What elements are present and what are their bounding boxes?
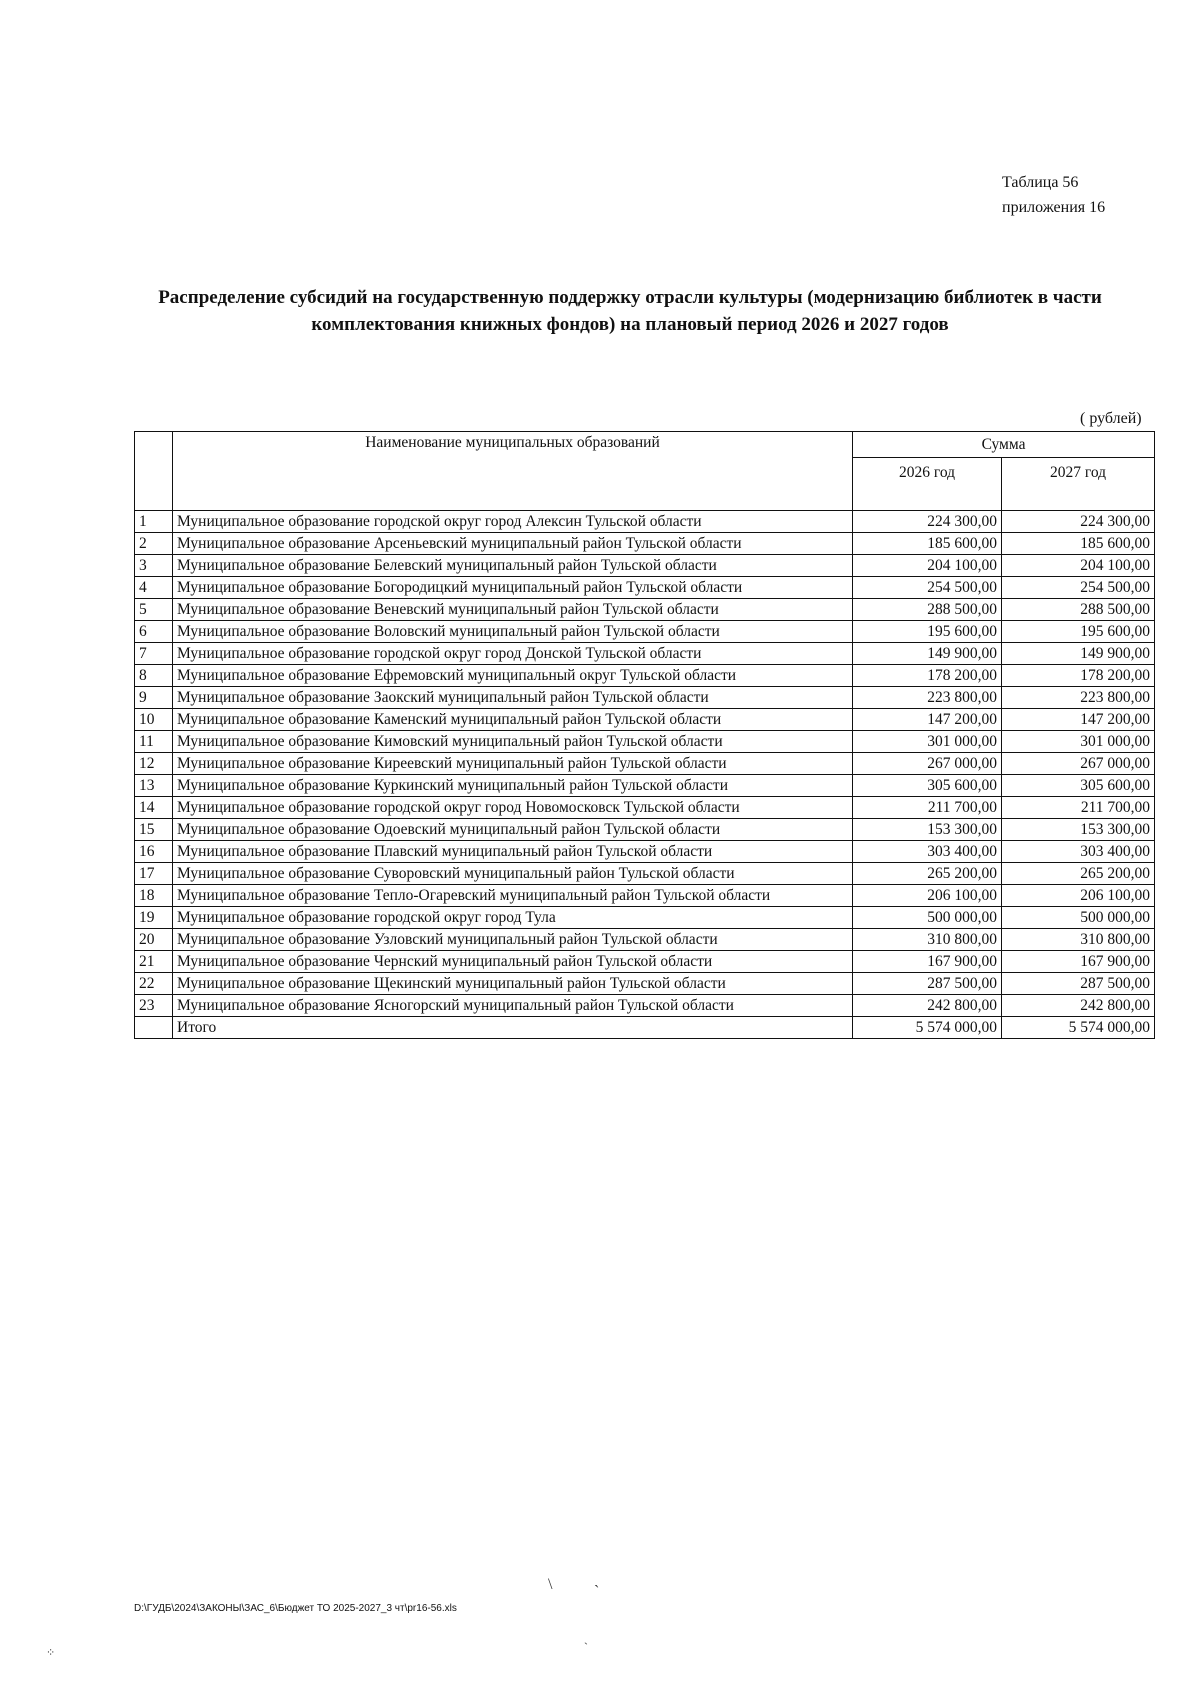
table-row [135, 555, 1155, 577]
row-number: 16 [135, 841, 173, 863]
row-number: 3 [135, 555, 173, 577]
row-value-2026: 5 574 000,00 [853, 1017, 1002, 1039]
row-value-2027: 204 100,00 [1002, 555, 1155, 577]
total-row [135, 1017, 1155, 1039]
row-value-2026: 254 500,00 [853, 577, 1002, 599]
row-number: 19 [135, 907, 173, 929]
table-row [135, 797, 1155, 819]
table-row [135, 511, 1155, 533]
row-number: 9 [135, 687, 173, 709]
row-number: 17 [135, 863, 173, 885]
row-number: 6 [135, 621, 173, 643]
table-row [135, 709, 1155, 731]
row-value-2027: 301 000,00 [1002, 731, 1155, 753]
row-number: 22 [135, 973, 173, 995]
row-value-2026: 303 400,00 [853, 841, 1002, 863]
row-number: 15 [135, 819, 173, 841]
row-name: Муниципальное образование Киреевский муниципальный район Тульской области [173, 753, 853, 775]
row-name: Муниципальное образование Арсеньевский муниципальный район Тульской области [173, 533, 853, 555]
subsidy-table [134, 431, 1155, 1039]
row-value-2026: 178 200,00 [853, 665, 1002, 687]
row-number: 18 [135, 885, 173, 907]
row-value-2027: 254 500,00 [1002, 577, 1155, 599]
row-value-2027: 305 600,00 [1002, 775, 1155, 797]
header-name: Наименование муниципальных образований [173, 432, 853, 511]
row-value-2027: 195 600,00 [1002, 621, 1155, 643]
row-value-2027: 185 600,00 [1002, 533, 1155, 555]
row-value-2027: 224 300,00 [1002, 511, 1155, 533]
row-value-2027: 167 900,00 [1002, 951, 1155, 973]
row-name: Муниципальное образование Веневский муниципальный район Тульской области [173, 599, 853, 621]
row-value-2026: 195 600,00 [853, 621, 1002, 643]
header-sum: Сумма [853, 432, 1155, 458]
row-number [135, 1017, 173, 1039]
header-year-2027: 2027 год [1002, 458, 1155, 511]
row-value-2027: 153 300,00 [1002, 819, 1155, 841]
row-value-2027: 287 500,00 [1002, 973, 1155, 995]
row-value-2026: 288 500,00 [853, 599, 1002, 621]
row-value-2027: 223 800,00 [1002, 687, 1155, 709]
row-number: 23 [135, 995, 173, 1017]
scan-mark: ˋ [594, 1583, 600, 1600]
table-row [135, 775, 1155, 797]
table-row [135, 863, 1155, 885]
row-name: Муниципальное образование Кимовский муниципальный район Тульской области [173, 731, 853, 753]
row-value-2026: 204 100,00 [853, 555, 1002, 577]
row-number: 7 [135, 643, 173, 665]
table-header [135, 432, 1155, 511]
table-row [135, 599, 1155, 621]
table-row [135, 885, 1155, 907]
row-value-2027: 206 100,00 [1002, 885, 1155, 907]
row-value-2026: 287 500,00 [853, 973, 1002, 995]
row-value-2026: 147 200,00 [853, 709, 1002, 731]
table-row [135, 995, 1155, 1017]
row-name: Муниципальное образование Ясногорский муниципальный район Тульской области [173, 995, 853, 1017]
document-title [130, 284, 1130, 338]
table-row [135, 973, 1155, 995]
table-row [135, 665, 1155, 687]
caption-table-number: Таблица 56 [1002, 174, 1079, 191]
row-value-2026: 223 800,00 [853, 687, 1002, 709]
row-number: 14 [135, 797, 173, 819]
row-value-2026: 224 300,00 [853, 511, 1002, 533]
row-value-2027: 303 400,00 [1002, 841, 1155, 863]
row-value-2026: 267 000,00 [853, 753, 1002, 775]
row-value-2027: 5 574 000,00 [1002, 1017, 1155, 1039]
row-name: Муниципальное образование Богородицкий муниципальный район Тульской области [173, 577, 853, 599]
row-name: Муниципальное образование городской округ город Новомосковск Тульской области [173, 797, 853, 819]
row-name: Муниципальное образование Чернский муниципальный район Тульской области [173, 951, 853, 973]
row-value-2027: 242 800,00 [1002, 995, 1155, 1017]
row-value-2026: 185 600,00 [853, 533, 1002, 555]
row-name: Муниципальное образование Одоевский муниципальный район Тульской области [173, 819, 853, 841]
scan-mark: ⁘ [46, 1647, 56, 1659]
row-number: 11 [135, 731, 173, 753]
table-row [135, 951, 1155, 973]
header-year-2026: 2026 год [853, 458, 1002, 511]
row-name: Итого [173, 1017, 853, 1039]
row-name: Муниципальное образование Куркинский муниципальный район Тульской области [173, 775, 853, 797]
row-number: 8 [135, 665, 173, 687]
caption-appendix-number: приложения 16 [1002, 199, 1106, 216]
scan-mark: ˋ [584, 1640, 588, 1654]
table-row [135, 577, 1155, 599]
row-name: Муниципальное образование Каменский муниципальный район Тульской области [173, 709, 853, 731]
table-row [135, 753, 1155, 775]
row-name: Муниципальное образование Щекинский муниципальный район Тульской области [173, 973, 853, 995]
row-number: 12 [135, 753, 173, 775]
row-value-2027: 267 000,00 [1002, 753, 1155, 775]
row-value-2026: 305 600,00 [853, 775, 1002, 797]
table-row [135, 841, 1155, 863]
row-value-2026: 149 900,00 [853, 643, 1002, 665]
row-name: Муниципальное образование Ефремовский муниципальный округ Тульской области [173, 665, 853, 687]
row-number: 20 [135, 929, 173, 951]
table-row [135, 929, 1155, 951]
row-value-2026: 265 200,00 [853, 863, 1002, 885]
row-name: Муниципальное образование городской округ город Тула [173, 907, 853, 929]
row-value-2027: 500 000,00 [1002, 907, 1155, 929]
row-value-2026: 500 000,00 [853, 907, 1002, 929]
row-value-2026: 206 100,00 [853, 885, 1002, 907]
row-name: Муниципальное образование Воловский муниципальный район Тульской области [173, 621, 853, 643]
table-caption [1002, 170, 1105, 220]
table-row [135, 907, 1155, 929]
row-value-2027: 310 800,00 [1002, 929, 1155, 951]
row-value-2026: 310 800,00 [853, 929, 1002, 951]
row-value-2027: 147 200,00 [1002, 709, 1155, 731]
row-value-2026: 153 300,00 [853, 819, 1002, 841]
row-value-2026: 242 800,00 [853, 995, 1002, 1017]
units-label: ( рублей) [1080, 410, 1142, 427]
row-value-2027: 288 500,00 [1002, 599, 1155, 621]
row-name: Муниципальное образование городской округ город Донской Тульской области [173, 643, 853, 665]
row-value-2027: 265 200,00 [1002, 863, 1155, 885]
row-value-2027: 149 900,00 [1002, 643, 1155, 665]
row-number: 10 [135, 709, 173, 731]
title-line-1: Распределение субсидий на государственную поддержку отрасли культуры (модернизацию библиотек в части [158, 287, 1102, 308]
row-name: Муниципальное образование Суворовский муниципальный район Тульской области [173, 863, 853, 885]
row-number: 21 [135, 951, 173, 973]
row-name: Муниципальное образование Плавский муниципальный район Тульской области [173, 841, 853, 863]
row-value-2026: 211 700,00 [853, 797, 1002, 819]
row-number: 13 [135, 775, 173, 797]
row-value-2026: 301 000,00 [853, 731, 1002, 753]
row-number: 2 [135, 533, 173, 555]
table-row [135, 687, 1155, 709]
title-line-2: комплектования книжных фондов) на плановый период 2026 и 2027 годов [311, 314, 949, 335]
row-number: 1 [135, 511, 173, 533]
row-number: 4 [135, 577, 173, 599]
row-name: Муниципальное образование Тепло-Огаревский муниципальный район Тульской области [173, 885, 853, 907]
row-number: 5 [135, 599, 173, 621]
row-name: Муниципальное образование Узловский муниципальный район Тульской области [173, 929, 853, 951]
row-name: Муниципальное образование городской округ город Алексин Тульской области [173, 511, 853, 533]
table-row [135, 621, 1155, 643]
table-row [135, 731, 1155, 753]
header-number-cell [135, 432, 173, 511]
table-row [135, 643, 1155, 665]
row-value-2027: 211 700,00 [1002, 797, 1155, 819]
row-name: Муниципальное образование Заокский муниципальный район Тульской области [173, 687, 853, 709]
table-row [135, 819, 1155, 841]
row-value-2027: 178 200,00 [1002, 665, 1155, 687]
file-path: D:\ГУДБ\2024\ЗАКОНЫ\ЗАС_6\Бюджет ТО 2025-2027_3 чт\pr16-56.xls [134, 1603, 457, 1614]
table-row [135, 533, 1155, 555]
row-name: Муниципальное образование Белевский муниципальный район Тульской области [173, 555, 853, 577]
table-body [135, 511, 1155, 1039]
scan-mark: \ [548, 1576, 553, 1593]
row-value-2026: 167 900,00 [853, 951, 1002, 973]
